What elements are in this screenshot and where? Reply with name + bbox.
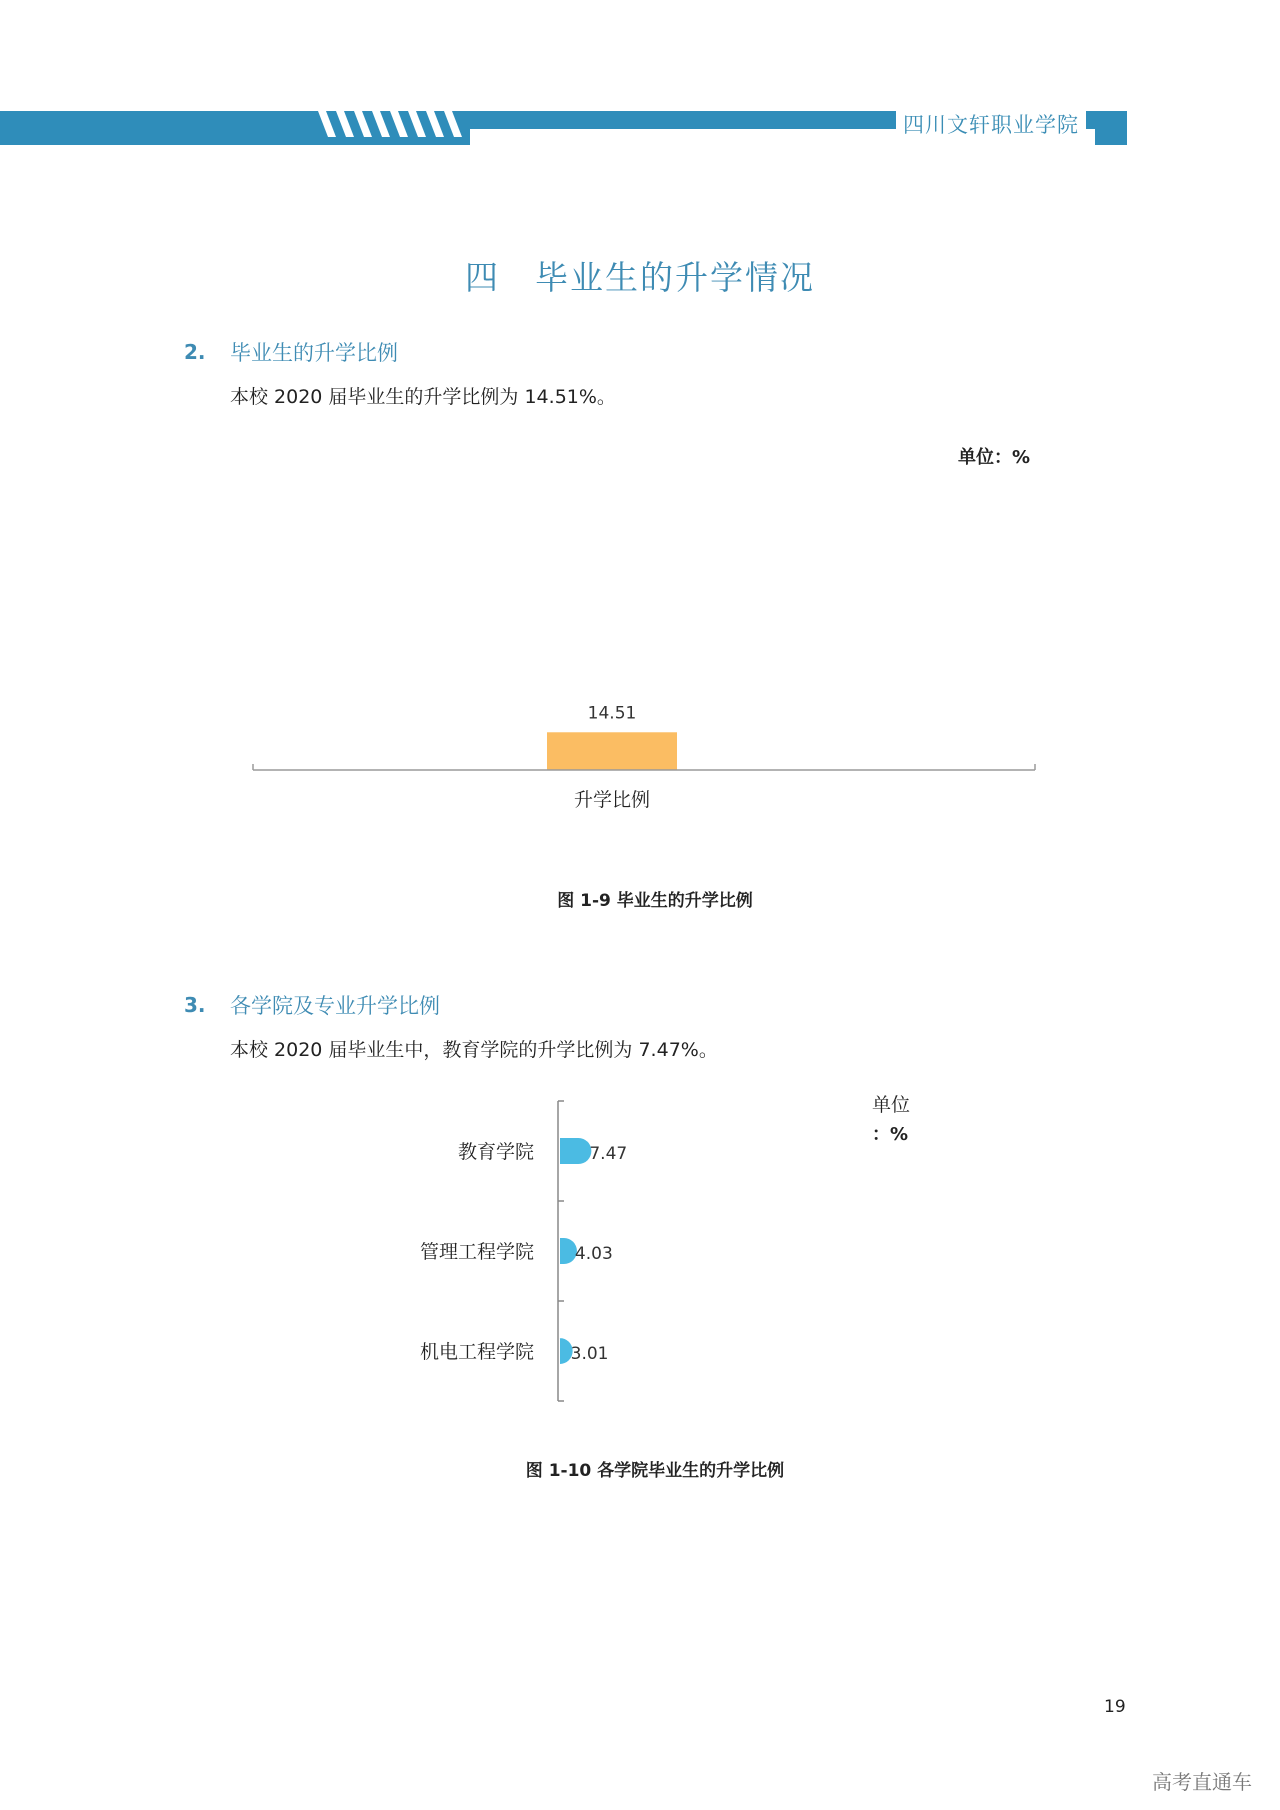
watermark-text: 高考直通车 — [1152, 1770, 1252, 1794]
chart-unit-label-line2: ：% — [872, 1124, 909, 1145]
bar — [547, 732, 677, 770]
bar — [560, 1138, 591, 1164]
figure-caption: 图 1-10 各学院毕业生的升学比例 — [525, 1461, 785, 1481]
page-number: 19 — [1104, 1697, 1126, 1717]
chart-1-9 — [250, 690, 1040, 820]
body-paragraph: 本校 2020 届毕业生的升学比例为 14.51%。 — [230, 386, 616, 408]
subsection-number: 3. — [184, 993, 206, 1017]
chart-unit-label-line1: 单位 — [872, 1094, 911, 1116]
subsection-heading: 毕业生的升学比例 — [230, 341, 398, 365]
data-label: 3.01 — [570, 1344, 609, 1364]
category-label: 机电工程学院 — [419, 1341, 534, 1363]
header-institution: 四川文轩职业学院 — [896, 107, 1086, 143]
data-label: 14.51 — [587, 703, 637, 724]
category-label: 管理工程学院 — [419, 1241, 534, 1263]
body-paragraph: 本校 2020 届毕业生中，教育学院的升学比例为 7.47%。 — [230, 1039, 718, 1061]
chart-unit-label: 单位：% — [958, 447, 1031, 468]
category-label: 教育学院 — [457, 1141, 534, 1163]
figure-caption: 图 1-9 毕业生的升学比例 — [557, 891, 753, 911]
data-label: 4.03 — [574, 1244, 613, 1264]
subsection-heading: 各学院及专业升学比例 — [230, 994, 440, 1018]
page-section-title: 四 毕业生的升学情况 — [465, 258, 815, 297]
tick-label: 升学比例 — [573, 789, 651, 811]
data-label: 7.47 — [589, 1144, 628, 1164]
chart-1-10 — [390, 1095, 730, 1405]
subsection-number: 2. — [184, 340, 206, 364]
